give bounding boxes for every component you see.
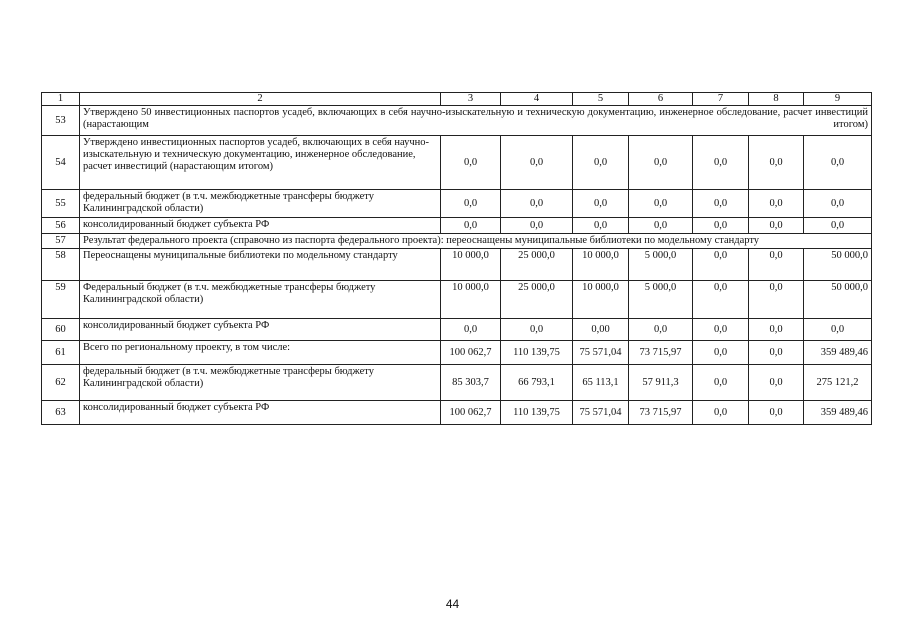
table-header-row bbox=[42, 93, 872, 106]
value-cell: 0,0 bbox=[693, 136, 749, 190]
value-cell: 0,0 bbox=[501, 136, 573, 190]
row-number: 60 bbox=[42, 319, 80, 341]
value-cell: 50 000,0 bbox=[804, 249, 872, 281]
value-cell: 0,0 bbox=[441, 190, 501, 218]
table-row bbox=[42, 401, 872, 425]
value-cell: 100 062,7 bbox=[441, 401, 501, 425]
value-cell: 0,0 bbox=[749, 136, 804, 190]
value-cell: 57 911,3 bbox=[629, 365, 693, 401]
value-cell: 0,0 bbox=[693, 401, 749, 425]
table-row bbox=[42, 234, 872, 249]
value-cell: 25 000,0 bbox=[501, 281, 573, 319]
value-cell: 73 715,97 bbox=[629, 401, 693, 425]
value-cell: 110 139,75 bbox=[501, 401, 573, 425]
value-cell: 0,0 bbox=[441, 218, 501, 234]
value-cell: 10 000,0 bbox=[441, 281, 501, 319]
value-cell: 0,0 bbox=[501, 218, 573, 234]
value-cell: 25 000,0 bbox=[501, 249, 573, 281]
column-header: 1 bbox=[42, 93, 80, 106]
value-cell: 0,0 bbox=[693, 319, 749, 341]
row-number: 59 bbox=[42, 281, 80, 319]
value-cell: 0,0 bbox=[501, 319, 573, 341]
table-row bbox=[42, 136, 872, 190]
value-cell: 65 113,1 bbox=[573, 365, 629, 401]
value-cell: 5 000,0 bbox=[629, 249, 693, 281]
row-description: Всего по региональному проекту, в том числе: bbox=[80, 341, 441, 365]
column-header: 4 bbox=[501, 93, 573, 106]
value-cell: 0,0 bbox=[629, 319, 693, 341]
row-description: Утверждено инвестиционных паспортов усадеб, включающих в себя научно-изыскательную и техническую документацию, инженерное обследование, расчет инвестиций (нарастающим итогом) bbox=[80, 136, 441, 190]
value-cell: 0,0 bbox=[749, 319, 804, 341]
value-cell: 0,0 bbox=[693, 365, 749, 401]
value-cell: 66 793,1 bbox=[501, 365, 573, 401]
value-cell: 0,0 bbox=[749, 341, 804, 365]
value-cell: 275 121,2 bbox=[804, 365, 872, 401]
value-cell: 0,0 bbox=[629, 218, 693, 234]
value-cell: 0,0 bbox=[501, 190, 573, 218]
row-description: федеральный бюджет (в т.ч. межбюджетные трансферы бюджету Калининградской области) bbox=[80, 190, 441, 218]
table-row bbox=[42, 281, 872, 319]
value-cell: 0,0 bbox=[629, 190, 693, 218]
value-cell: 50 000,0 bbox=[804, 281, 872, 319]
value-cell: 0,0 bbox=[573, 136, 629, 190]
value-cell: 0,0 bbox=[749, 190, 804, 218]
table-row bbox=[42, 218, 872, 234]
column-header: 8 bbox=[749, 93, 804, 106]
row-number: 61 bbox=[42, 341, 80, 365]
value-cell: 0,0 bbox=[693, 281, 749, 319]
row-description: консолидированный бюджет субъекта РФ bbox=[80, 218, 441, 234]
row-number: 63 bbox=[42, 401, 80, 425]
value-cell: 0,0 bbox=[441, 136, 501, 190]
value-cell: 110 139,75 bbox=[501, 341, 573, 365]
table-row bbox=[42, 249, 872, 281]
value-cell: 0,0 bbox=[749, 249, 804, 281]
value-cell: 5 000,0 bbox=[629, 281, 693, 319]
value-cell: 0,0 bbox=[804, 190, 872, 218]
value-cell: 75 571,04 bbox=[573, 401, 629, 425]
value-cell: 359 489,46 bbox=[804, 401, 872, 425]
value-cell: 0,0 bbox=[749, 365, 804, 401]
value-cell: 0,0 bbox=[804, 319, 872, 341]
value-cell: 0,0 bbox=[749, 218, 804, 234]
column-header: 6 bbox=[629, 93, 693, 106]
row-description: федеральный бюджет (в т.ч. межбюджетные трансферы бюджету Калининградской области) bbox=[80, 365, 441, 401]
row-description: консолидированный бюджет субъекта РФ bbox=[80, 319, 441, 341]
row-number: 53 bbox=[42, 106, 80, 136]
value-cell: 10 000,0 bbox=[441, 249, 501, 281]
column-header: 9 bbox=[804, 93, 872, 106]
table-row bbox=[42, 365, 872, 401]
table-row bbox=[42, 190, 872, 218]
value-cell: 0,0 bbox=[573, 218, 629, 234]
row-number: 54 bbox=[42, 136, 80, 190]
value-cell: 0,0 bbox=[441, 319, 501, 341]
row-description: консолидированный бюджет субъекта РФ bbox=[80, 401, 441, 425]
row-number: 57 bbox=[42, 234, 80, 249]
value-cell: 10 000,0 bbox=[573, 249, 629, 281]
page-number: 44 bbox=[445, 597, 460, 611]
value-cell: 0,0 bbox=[749, 401, 804, 425]
value-cell: 0,0 bbox=[693, 249, 749, 281]
table-row bbox=[42, 341, 872, 365]
value-cell: 0,00 bbox=[573, 319, 629, 341]
value-cell: 0,0 bbox=[693, 190, 749, 218]
row-description: Федеральный бюджет (в т.ч. межбюджетные трансферы бюджету Калининградской области) bbox=[80, 281, 441, 319]
column-header: 5 bbox=[573, 93, 629, 106]
value-cell: 0,0 bbox=[693, 218, 749, 234]
table-row bbox=[42, 319, 872, 341]
value-cell: 85 303,7 bbox=[441, 365, 501, 401]
column-header: 2 bbox=[80, 93, 441, 106]
value-cell: 0,0 bbox=[804, 218, 872, 234]
value-cell: 0,0 bbox=[573, 190, 629, 218]
value-cell: 0,0 bbox=[804, 136, 872, 190]
value-cell: 359 489,46 bbox=[804, 341, 872, 365]
row-description: Переоснащены муниципальные библиотеки по модельному стандарту bbox=[80, 249, 441, 281]
value-cell: 0,0 bbox=[749, 281, 804, 319]
row-number: 58 bbox=[42, 249, 80, 281]
section-heading: Утверждено 50 инвестиционных паспортов усадеб, включающих в себя научно-изыскательную и техническую документацию, инженерное обследование, расчет инвестиций (нарастающим итогом) bbox=[80, 106, 872, 136]
column-header: 7 bbox=[693, 93, 749, 106]
row-number: 55 bbox=[42, 190, 80, 218]
row-number: 62 bbox=[42, 365, 80, 401]
value-cell: 73 715,97 bbox=[629, 341, 693, 365]
row-number: 56 bbox=[42, 218, 80, 234]
value-cell: 10 000,0 bbox=[573, 281, 629, 319]
value-cell: 0,0 bbox=[629, 136, 693, 190]
section-heading: Результат федерального проекта (справочно из паспорта федерального проекта): переоснащены муниципальные библиотеки по модельному стандарту bbox=[80, 234, 872, 249]
column-header: 3 bbox=[441, 93, 501, 106]
table-row bbox=[42, 106, 872, 136]
value-cell: 100 062,7 bbox=[441, 341, 501, 365]
value-cell: 0,0 bbox=[693, 341, 749, 365]
budget-table bbox=[41, 92, 872, 425]
value-cell: 75 571,04 bbox=[573, 341, 629, 365]
